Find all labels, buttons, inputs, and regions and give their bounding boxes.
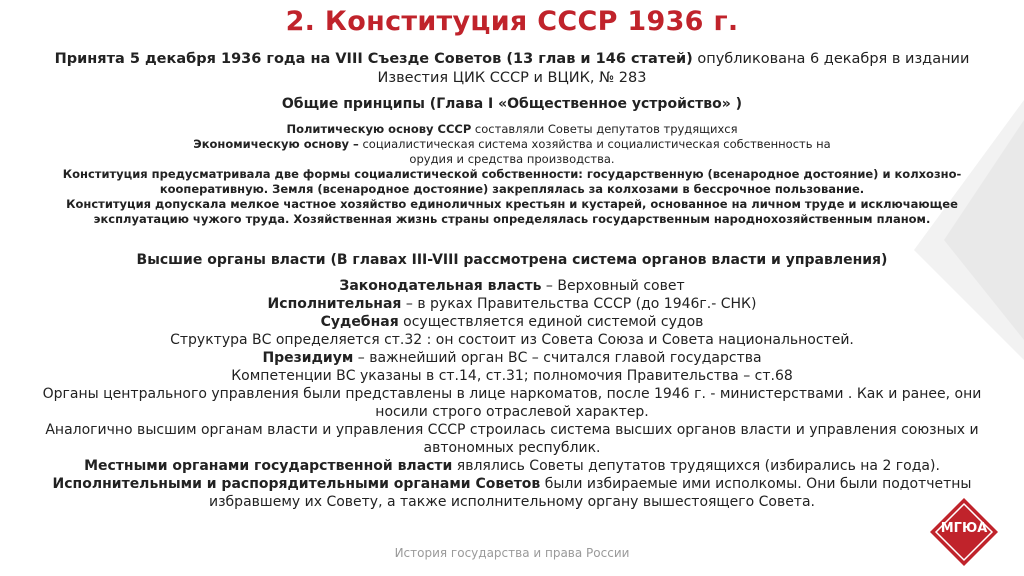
slide-title: 2. Конституция СССР 1936 г. bbox=[285, 6, 739, 37]
political-basis bbox=[40, 122, 984, 137]
organs-heading: Высшие органы власти (В главах III-VIII рассмотрена система органов власти и управления) bbox=[136, 252, 888, 268]
footer-caption: История государства и права России bbox=[394, 546, 630, 560]
competence-line: Компетенции ВС указаны в ст.14, ст.31; полномочия Правительства – ст.68 bbox=[231, 368, 793, 384]
economic-basis bbox=[40, 137, 984, 167]
organs-body bbox=[40, 277, 984, 511]
judicial-rest: осуществляется единой системой судов bbox=[398, 314, 704, 330]
property-forms bbox=[40, 167, 984, 227]
presidium-line bbox=[40, 349, 984, 367]
analog-line: Аналогично высшим органам власти и управления СССР строилась система высших органов власти и управления союзных и автономных республик. bbox=[45, 422, 979, 456]
intro-bold: Принята 5 декабря 1936 года на VIII Съезде Советов (13 глав и 146 статей) bbox=[54, 51, 693, 67]
political-basis-bold: Политическую основу СССР bbox=[286, 122, 472, 136]
principles-heading: Общие принципы (Глава I «Общественное устройство» ) bbox=[281, 96, 743, 112]
political-basis-rest: составляли Советы депутатов трудящихся bbox=[471, 122, 738, 136]
economic-basis-rest: социалистическая система хозяйства и социалистическая собственность на орудия и средства производства. bbox=[358, 137, 831, 166]
executive-line bbox=[40, 295, 984, 313]
legislative-bold: Законодательная власть bbox=[339, 278, 542, 294]
judicial-line bbox=[40, 313, 984, 331]
exec-local-line bbox=[40, 475, 984, 511]
intro-rest: опубликована 6 декабря в издании Известия ЦИК СССР и ВЦИК, № 283 bbox=[377, 51, 970, 86]
economic-basis-bold: Экономическую основу – bbox=[193, 137, 359, 151]
private-economy-text: Конституция допускала мелкое частное хозяйство единоличных крестьян и кустарей, основанное на личном труде и исключающее эксплуатацию чужого труда. Хозяйственная жизнь страны определялась государственным народнохозяйственным планом. bbox=[66, 197, 958, 226]
local-bold: Местными органами государственной власти bbox=[84, 458, 453, 474]
intro-paragraph bbox=[40, 50, 984, 88]
property-forms-text: Конституция предусматривала две формы социалистической собственности: государственную (всенародное достояние) и колхозно-кооперативную. Земля (всенародное достояние) закреплялась за колхозами в бессрочное пользование. bbox=[62, 167, 962, 196]
exec-local-rest: были избираемые ими исполкомы. Они были подотчетны избравшему их Совету, а также исполнительному органу вышестоящего Совета. bbox=[209, 476, 972, 510]
presidium-rest: – важнейший орган ВС – считался главой государства bbox=[353, 350, 762, 366]
judicial-bold: Судебная bbox=[320, 314, 399, 330]
executive-bold: Исполнительная bbox=[267, 296, 402, 312]
local-rest: являлись Советы депутатов трудящихся (избирались на 2 года). bbox=[452, 458, 940, 474]
exec-local-bold: Исполнительными и распорядительными органами Советов bbox=[52, 476, 541, 492]
executive-rest: – в руках Правительства СССР (до 1946г.- СНК) bbox=[401, 296, 757, 312]
central-line: Органы центрального управления были представлены в лице наркоматов, после 1946 г. - министерствами . Как и ранее, они носили строго отраслевой характер. bbox=[42, 386, 982, 420]
structure-line: Структура ВС определяется ст.32 : он состоит из Совета Союза и Совета национальностей. bbox=[170, 332, 854, 348]
legislative-line bbox=[40, 277, 984, 295]
logo-text: МГЮА bbox=[940, 521, 988, 536]
local-line bbox=[40, 457, 984, 475]
legislative-rest: – Верховный совет bbox=[541, 278, 685, 294]
presidium-bold: Президиум bbox=[262, 350, 354, 366]
